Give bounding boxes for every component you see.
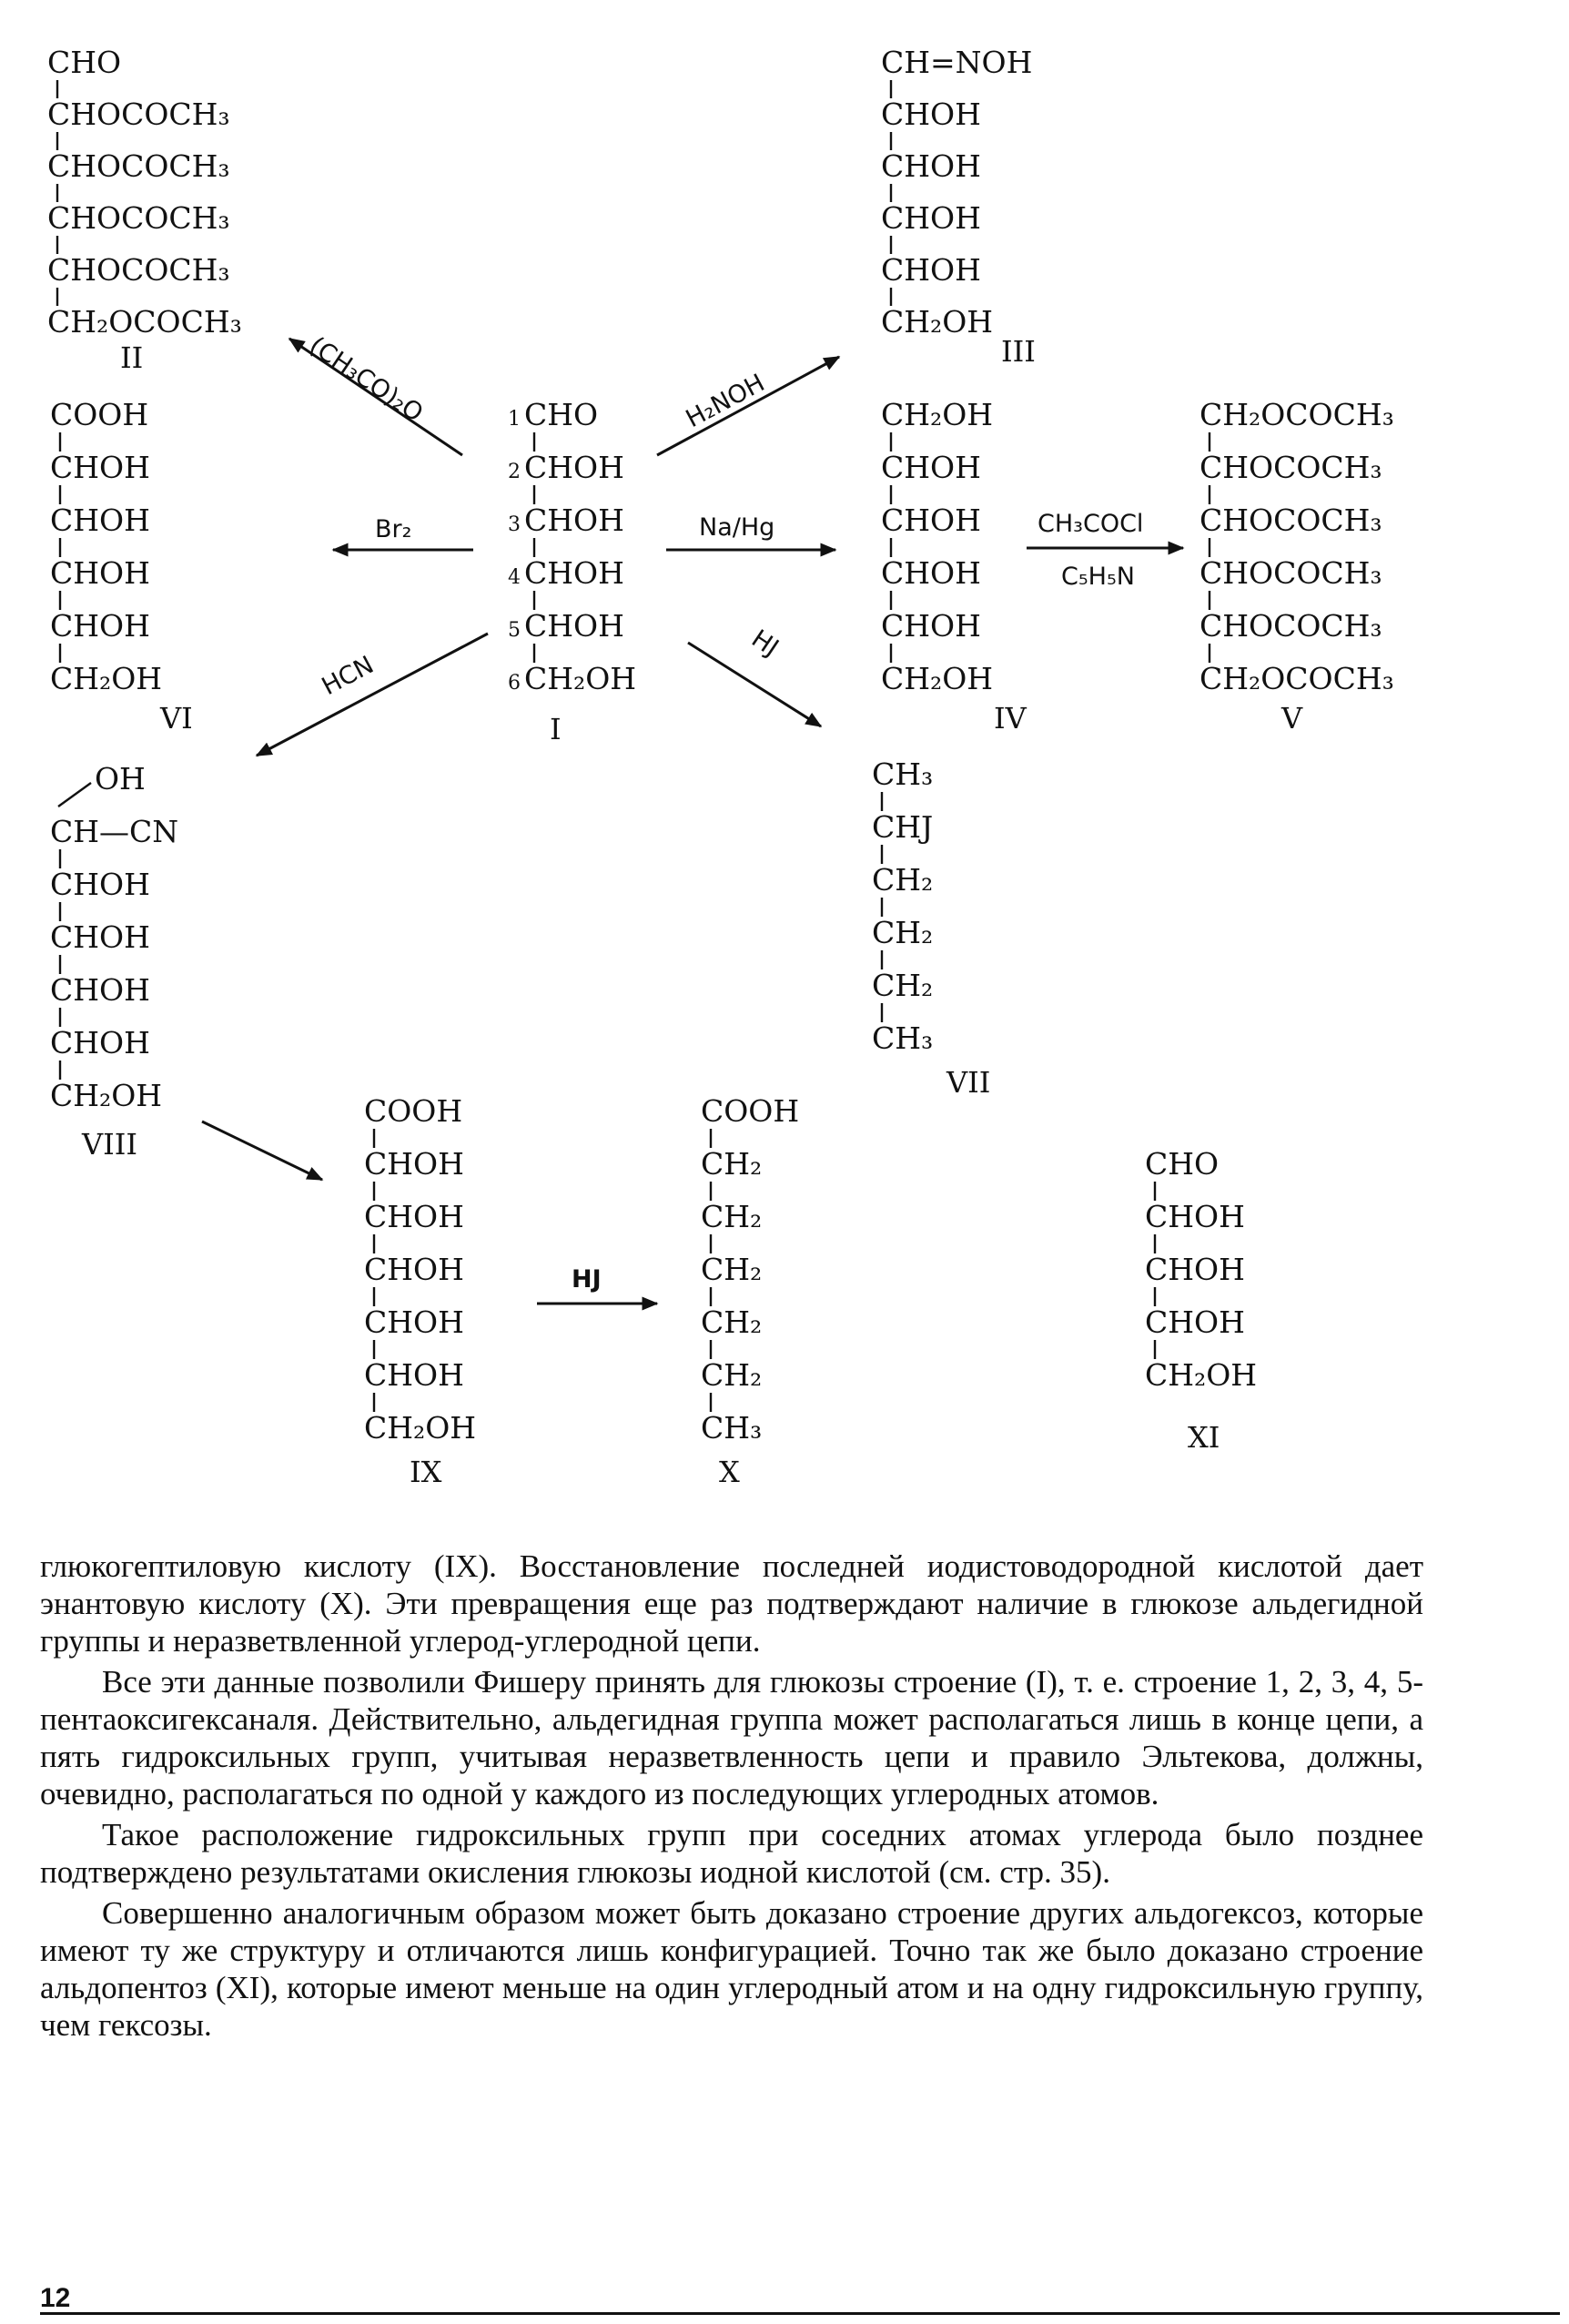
carbon-number-5: 5 (508, 619, 521, 642)
compound-ix-row-4: CHOH (364, 1252, 464, 1287)
compound-iii-label: III (1001, 334, 1036, 369)
compound-vii-label: VII (946, 1065, 991, 1100)
compound-iv-label: IV (994, 701, 1027, 736)
compound-viii-hydroxyl: OH (95, 761, 146, 797)
compound-ix-row-3: CHOH (364, 1199, 464, 1234)
compound-iii-row-3: CHOH (881, 148, 981, 184)
compound-i-row-3: CHOH (524, 502, 624, 538)
compound-x-enanthic-acid (701, 1093, 799, 1489)
compound-iii-row-6: CH₂OH (881, 304, 994, 340)
arrow-to-ix (202, 1121, 322, 1180)
compound-vii-row-3: CH₂ (872, 862, 934, 898)
compound-i-row-5: CHOH (524, 608, 624, 644)
compound-x-label: X (719, 1455, 740, 1489)
compound-viii-row-5: CHOH (50, 1025, 150, 1061)
compound-v-row-3: CHOCOCH₃ (1200, 502, 1382, 538)
compound-iv-sorbitol (881, 397, 1027, 736)
compound-vi-label: VI (160, 701, 193, 736)
compound-xi-label: XI (1188, 1420, 1220, 1455)
compound-vi-row-5: CHOH (50, 608, 150, 644)
compound-xi-row-4: CHOH (1145, 1304, 1245, 1340)
compound-xi-row-3: CHOH (1145, 1252, 1245, 1287)
reagent-bromine: Br₂ (375, 515, 412, 543)
compound-i-label: I (550, 712, 562, 746)
carbon-number-6: 6 (508, 672, 521, 695)
compound-iii-row-2: CHOH (881, 96, 981, 132)
paragraph-4: Совершенно аналогичным образом может быть доказано строение других альдогексоз, которые имеют ту же структуру и отличаются лишь конфигурацией. Точно так же было доказано строение альдопентоз (XI), которые имеют меньше на один углеродный атом и на одну гидроксильную группу, чем гексозы. (40, 1895, 1423, 2043)
compound-x-row-7: CH₃ (701, 1410, 763, 1446)
compound-xi-row-2: CHOH (1145, 1199, 1245, 1234)
compound-x-row-2: CH₂ (701, 1146, 763, 1182)
compound-iii-row-5: CHOH (881, 252, 981, 288)
carbon-number-1: 1 (508, 408, 521, 431)
carbon-numbers (508, 408, 521, 695)
compound-ix-row-5: CHOH (364, 1304, 464, 1340)
compound-ii (47, 45, 242, 375)
compound-ii-label: II (120, 340, 144, 375)
footer-rule (40, 2312, 1560, 2315)
compound-ii-row-3: CHOCOCH₃ (47, 148, 230, 184)
carbon-number-2: 2 (508, 461, 521, 483)
compound-v-row-4: CHOCOCH₃ (1200, 555, 1382, 591)
compound-ix-row-1: COOH (364, 1093, 463, 1129)
compound-ii-row-5: CHOCOCH₃ (47, 252, 230, 288)
compound-v-row-6: CH₂OCOCH₃ (1200, 661, 1394, 696)
arrow-to-viii (257, 634, 488, 756)
compound-ix-row-6: CHOH (364, 1357, 464, 1393)
compound-ix-row-2: CHOH (364, 1146, 464, 1182)
compound-ix-row-7: CH₂OH (364, 1410, 477, 1446)
compound-vi-row-6: CH₂OH (50, 661, 163, 696)
compound-viii-row-2: CHOH (50, 867, 150, 902)
paragraph-3: Такое расположение гидроксильных групп при соседних атомах углерода было позднее подтверждено результатами окисления глюкозы иодной кислотой (см. стр. 35). (40, 1817, 1423, 1890)
body-text (40, 1548, 1423, 2047)
compound-ii-row-2: CHOCOCH₃ (47, 96, 230, 132)
compound-x-row-5: CH₂ (701, 1304, 763, 1340)
reagent-hydroiodic-acid-2: HJ (572, 1265, 602, 1294)
compound-viii-cyanohydrin (50, 761, 178, 1162)
arrow-to-vii (688, 643, 821, 726)
compound-iv-row-2: CHOH (881, 450, 981, 485)
reaction-arrows (202, 339, 1183, 1304)
page-number: 12 (40, 2283, 71, 2313)
compound-xi-row-1: CHO (1145, 1146, 1220, 1182)
compound-vii-iodohexane (872, 756, 990, 1100)
compound-ix-label: IX (410, 1455, 442, 1489)
compound-x-row-1: COOH (701, 1093, 800, 1129)
reagent-acetic-anhydride: (CH₃CO)₂O (304, 331, 429, 428)
paragraph-2: Все эти данные позволили Фишеру принять для глюкозы строение (I), т. е. строение 1, 2, 3, 4, 5-пентаоксигексаналя. Действительно, альдегидная группа может располагаться лишь в конце цепи, а пять гидроксильных групп, учитывая неразветвленность цепи и правило Эльтекова, должны, очевидно, располагаться по одной у каждого из последующих углеродных атомов. (40, 1664, 1423, 1812)
reagent-pyridine: C₅H₅N (1061, 563, 1135, 591)
compound-v-row-2: CHOCOCH₃ (1200, 450, 1382, 485)
compound-vii-row-5: CH₂ (872, 968, 934, 1003)
compound-vii-row-6: CH₃ (872, 1020, 934, 1056)
reagent-sodium-amalgam: Na/Hg (699, 513, 775, 542)
carbon-number-4: 4 (508, 566, 521, 589)
compound-i-row-1: CHO (524, 397, 599, 432)
compound-vii-row-1: CH₃ (872, 756, 934, 792)
compound-vii-row-2: CHJ (872, 809, 934, 845)
reagent-hydrogen-cyanide: HCN (317, 650, 379, 702)
reagent-hydroxylamine: H₂NOH (681, 369, 770, 434)
compound-iii-row-4: CHOH (881, 200, 981, 236)
compound-xi-row-5: CH₂OH (1145, 1357, 1258, 1393)
compound-iii-oxime (881, 45, 1036, 369)
compound-vi-row-2: CHOH (50, 450, 150, 485)
compound-vi-row-1: COOH (50, 397, 149, 432)
compound-ix-glucoheptonic-acid (364, 1093, 476, 1489)
reagent-acetyl-chloride: CH₃COCl (1038, 510, 1144, 538)
paragraph-1: глюкогептиловую кислоту (IX). Восстановление последней иодистоводородной кислотой дает энантовую кислоту (X). Эти превращения еще раз подтверждают наличие в глюкозе альдегидной группы и неразветвленной углерод-углеродной цепи. (40, 1548, 1423, 1659)
compound-iv-row-6: CH₂OH (881, 661, 994, 696)
compound-v-hexaacetate (1200, 397, 1394, 736)
compound-viii-row-4: CHOH (50, 972, 150, 1008)
compound-i-row-2: CHOH (524, 450, 624, 485)
compound-x-row-4: CH₂ (701, 1252, 763, 1287)
compound-iv-row-1: CH₂OH (881, 397, 994, 432)
compound-x-row-6: CH₂ (701, 1357, 763, 1393)
compound-ii-row-4: CHOCOCH₃ (47, 200, 230, 236)
compound-xi-aldopentose (1145, 1146, 1257, 1455)
compound-v-row-5: CHOCOCH₃ (1200, 608, 1382, 644)
compound-vi-row-3: CHOH (50, 502, 150, 538)
compound-x-row-3: CH₂ (701, 1199, 763, 1234)
carbon-number-3: 3 (508, 513, 521, 536)
compound-viii-row-1: CH—CN (50, 814, 179, 849)
compound-vi-gluconic-acid (50, 397, 193, 736)
compound-i-row-4: CHOH (524, 555, 624, 591)
compound-ii-row-1: CHO (47, 45, 122, 80)
compound-ii-row-6: CH₂OCOCH₃ (47, 304, 242, 340)
compound-v-row-1: CH₂OCOCH₃ (1200, 397, 1394, 432)
compound-iv-row-5: CHOH (881, 608, 981, 644)
compound-v-label: V (1281, 701, 1303, 736)
compound-iv-row-3: CHOH (881, 502, 981, 538)
compound-viii-row-3: CHOH (50, 919, 150, 955)
compound-viii-label: VIII (82, 1127, 138, 1162)
reagent-hydroiodic-acid: HJ (746, 624, 784, 663)
compound-vi-row-4: CHOH (50, 555, 150, 591)
compound-iii-row-1: CH=NOH (881, 45, 1033, 80)
compound-iv-row-4: CHOH (881, 555, 981, 591)
compound-vii-row-4: CH₂ (872, 915, 934, 950)
compound-viii-row-6: CH₂OH (50, 1078, 163, 1113)
compound-i-glucose (508, 397, 636, 746)
compound-i-row-6: CH₂OH (524, 661, 637, 696)
